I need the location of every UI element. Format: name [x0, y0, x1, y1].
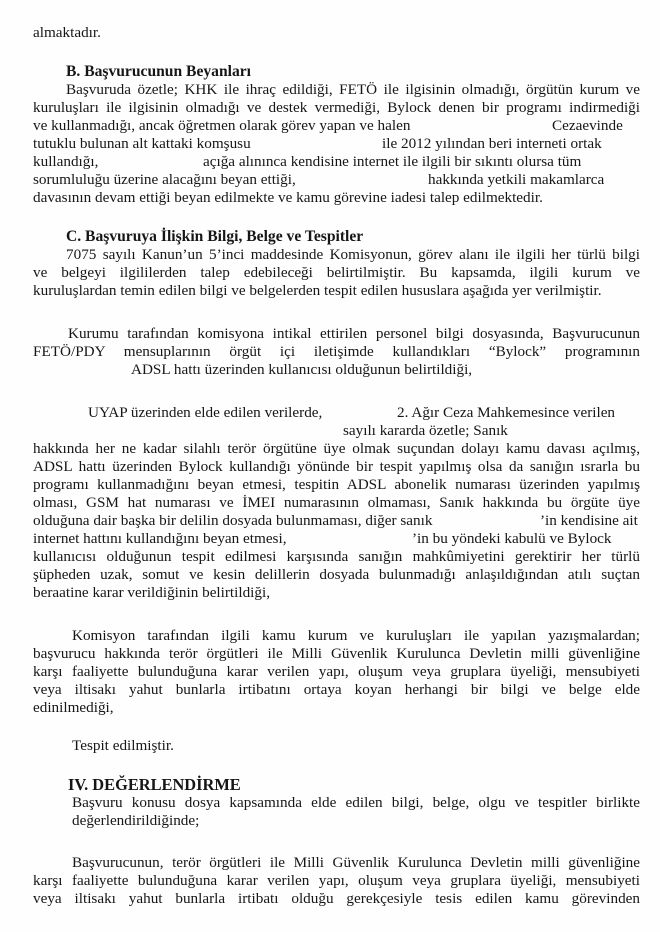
- section-c-para3-line: karşı faaliyette bulunduğuna karar verilen yapı, oluşum veya gruplara üyeliği, mensubiyeti: [33, 663, 640, 680]
- section-c-para2-line: olması, GSM hat numarası ve İMEI numarasının olmaması, Sanık hakkında bu örgüte üye: [33, 494, 640, 511]
- section-c-closing: Tespit edilmiştir.: [72, 737, 174, 754]
- section-iv-para1-line: değerlendirildiğinde;: [72, 812, 200, 829]
- section-c-para2-line: olduğuna dair başka bir delilin dosyada bulunmaması, diğer sanık: [33, 512, 433, 529]
- section-c-para3-line: Komisyon tarafından ilgili kamu kurum ve kuruluşları ile yapılan yazışmalardan;: [72, 627, 640, 644]
- section-c-para1-line: FETÖ/PDY mensuplarının örgüt içi iletişimde kullandıkları “Bylock” programının: [33, 343, 640, 360]
- section-c-heading: C. Başvuruya İlişkin Bilgi, Belge ve Tespitler: [66, 228, 364, 245]
- section-b-line: sorumluluğu üzerine alacağını beyan ettiği,: [33, 171, 296, 188]
- section-c-para2-line: 2. Ağır Ceza Mahkemesince verilen: [397, 404, 616, 421]
- section-b-line: davasının devam ettiği beyan edilmekte ve kamu görevine iadesi talep edilmektedir.: [33, 189, 543, 206]
- section-c-para3-line: başvurucu hakkında terör örgütleri ile Milli Güvenlik Kurulunca Devletin milli güvenliğine: [33, 645, 640, 662]
- section-c-para2-line: ADSL hattı üzerinden Bylock kullandığı yönünde bir tespit yapılmış olsa da sanığın ısrarla bu: [33, 458, 640, 475]
- section-b-line: ile 2012 yılından beri interneti ortak: [382, 135, 602, 152]
- section-c-para2-line: ’in bu yöndeki kabulü ve Bylock: [412, 530, 612, 547]
- section-b-line: açığa alınınca kendisine internet ile ilgili bir sıkıntı olursa tüm: [203, 153, 582, 170]
- section-c-para2-line: kullanıcısı olduğunun tespit edilmesi karşısında sanığın mahkûmiyetini gerektirir her türlü: [33, 548, 640, 565]
- section-iv-para2-line: veya iltisakı yahut bunlarla irtibatı olduğu gerekçesiyle tesis edilen kamu görevinden: [33, 890, 640, 907]
- section-c-para3-line: edinilmediği,: [33, 699, 114, 716]
- section-c-para2-line: sayılı kararda özetle; Sanık: [343, 422, 508, 439]
- section-c-para2-line: internet hattını kullandığını beyan etmesi,: [33, 530, 287, 547]
- section-c-intro-line: kuruluşlardan temin edilen bilgi ve belgelerden tespit edilen hususlara aşağıda yer verilmiştir.: [33, 282, 602, 299]
- section-c-para1-line: Kurumu tarafından komisyona intikal ettirilen personel bilgi dosyasında, Başvurucunun: [68, 325, 640, 342]
- section-c-para2-line: şüpheden uzak, somut ve kesin delillerin dosyada bulunmadığı anlaşıldığından atılı suçtan: [33, 566, 640, 583]
- section-c-para2-line: beraatine karar verildiğinin belirtildiği,: [33, 584, 271, 601]
- section-b-line: Başvuruda özetle; KHK ile ihraç edildiği, FETÖ ile ilgisinin olmadığı, örgütün kurum ve: [66, 81, 640, 98]
- section-iv-para2-line: karşı faaliyette bulunduğuna karar verilen yapı, oluşum veya gruplara üyeliği, mensubiyeti: [33, 872, 640, 889]
- section-c-para2-line: hakkında her ne kadar silahlı terör örgütüne üye olmak suçundan dolayı kamu davası açılmış,: [33, 440, 640, 457]
- section-iv-para1-line: Başvuru konusu dosya kapsamında elde edilen bilgi, belge, olgu ve tespitler birlikte: [72, 794, 640, 811]
- section-c-para2-line: ’in kendisine ait: [540, 512, 638, 529]
- section-c-intro-line: 7075 sayılı Kanun’un 5’inci maddesinde Komisyonun, görev alanı ile ilgili her türlü bilgi: [66, 246, 640, 263]
- section-iv-para2-line: Başvurucunun, terör örgütleri ile Milli Güvenlik Kurulunca Devletin milli güvenliğine: [72, 854, 640, 871]
- section-b-line: ve kullanmadığı, ancak öğretmen olarak görev yapan ve halen: [33, 117, 411, 134]
- section-c-para1-line: ADSL hattı üzerinden kullanıcısı olduğunun belirtildiği,: [131, 361, 473, 378]
- section-c-para3-line: veya iltisakı yahut bunlarla irtibatını ortaya koyan herhangi bir bilgi ve belge elde: [33, 681, 640, 698]
- section-c-intro-line: ve belgeyi ilgililerden talep edebileceği belirtilmiştir. Bu kapsamda, ilgili kurum ve: [33, 264, 640, 281]
- section-iv-heading: IV. DEĞERLENDİRME: [68, 775, 241, 794]
- section-c-para2-line: UYAP üzerinden elde edilen verilerde,: [88, 404, 323, 421]
- section-b-line: kullandığı,: [33, 153, 99, 170]
- section-b-line: kuruluşları ile ilgisinin olmadığı ve destek vermediği, Bylock denen bir programı indirmediği: [33, 99, 640, 116]
- section-b-line: hakkında yetkili makamlarca: [428, 171, 605, 188]
- section-c-para2-line: programı kullanmadığını beyan etmesi, tespitin ADSL abonelik numarası üzerinden yapılmış: [33, 476, 640, 493]
- section-b-heading: B. Başvurucunun Beyanları: [66, 63, 252, 80]
- section-b-line: tutuklu bulunan alt kattaki komşusu: [33, 135, 251, 152]
- section-b-line: Cezaevinde: [552, 117, 623, 134]
- carryover-text: almaktadır.: [33, 24, 101, 41]
